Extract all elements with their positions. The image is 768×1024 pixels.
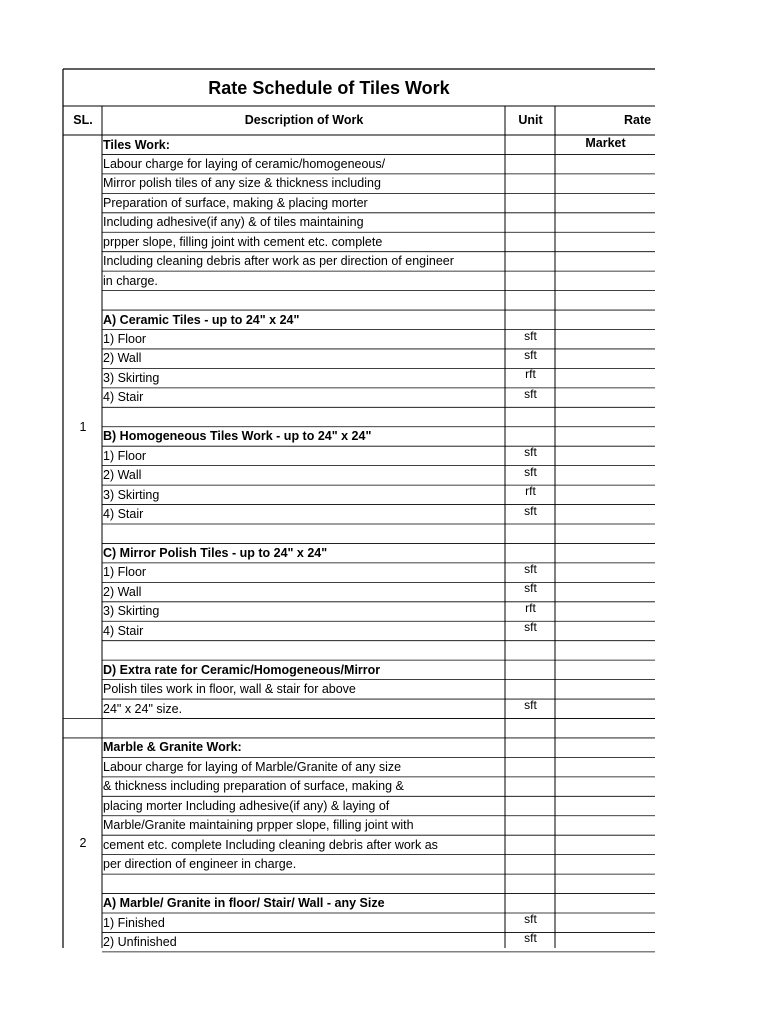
unit-cell — [506, 774, 555, 794]
header-sl: SL. — [73, 113, 93, 127]
description-cell: Labour charge for laying of ceramic/homogeneous/ — [103, 156, 386, 171]
unit-cell — [506, 404, 555, 424]
description-cell: Tiles Work: — [103, 137, 170, 152]
unit-cell — [506, 249, 555, 269]
unit-cell — [506, 852, 555, 872]
description-cell: & thickness including preparation of surface, making & — [103, 779, 404, 794]
unit-cell: sft — [524, 386, 537, 401]
description-cell: A) Ceramic Tiles - up to 24" x 24" — [103, 312, 300, 327]
unit-cell: sft — [524, 328, 537, 343]
unit-cell: sft — [524, 561, 537, 576]
unit-cell — [506, 832, 555, 852]
description-cell: 3) Skirting — [103, 487, 160, 502]
unit-cell — [506, 735, 555, 755]
description-cell: per direction of engineer in charge. — [103, 857, 297, 872]
unit-cell — [506, 813, 555, 833]
unit-cell — [506, 190, 555, 210]
unit-cell — [506, 268, 555, 288]
unit-cell: sft — [524, 581, 537, 596]
description-cell: prpper slope, filling joint with cement etc. complete — [103, 234, 383, 249]
unit-cell: sft — [524, 620, 537, 635]
description-cell: 1) Floor — [103, 332, 147, 346]
description-cell: 24" x 24" size. — [103, 701, 183, 716]
description-cell: Including adhesive(if any) & of tiles maintaining — [103, 215, 364, 230]
unit-cell — [506, 288, 555, 308]
description-cell: placing morter Including adhesive(if any) & laying of — [103, 798, 390, 813]
description-cell: Marble/Granite maintaining prpper slope, filling joint with — [103, 818, 414, 833]
unit-cell — [506, 638, 555, 658]
header-unit: Unit — [518, 113, 543, 127]
description-cell: 4) Stair — [103, 507, 144, 522]
unit-cell — [506, 151, 555, 171]
sl-number: 2 — [79, 835, 87, 850]
description-cell: C) Mirror Polish Tiles - up to 24" x 24" — [103, 545, 328, 560]
description-cell: 1) Finished — [103, 915, 165, 930]
unit-cell: sft — [524, 931, 537, 946]
description-cell: 4) Stair — [103, 390, 144, 405]
description-cell: 2) Wall — [103, 584, 142, 599]
header-rate: Rate — [624, 113, 652, 127]
unit-cell — [506, 307, 555, 327]
unit-cell — [506, 424, 555, 444]
description-cell: Polish tiles work in floor, wall & stair for above — [103, 682, 356, 697]
unit-cell — [506, 540, 555, 560]
description-cell: 4) Stair — [103, 623, 144, 638]
unit-cell — [506, 677, 555, 697]
description-cell: 2) Unfinished — [103, 934, 177, 949]
description-cell: Preparation of surface, making & placing morter — [103, 195, 368, 210]
unit-cell — [506, 657, 555, 677]
description-cell: D) Extra rate for Ceramic/Homogeneous/Mirror — [103, 662, 381, 677]
header-description: Description of Work — [244, 113, 364, 127]
unit-cell — [506, 132, 555, 152]
description-cell: A) Marble/ Granite in floor/ Stair/ Wall - any Size — [103, 896, 385, 911]
unit-cell: sft — [524, 912, 537, 926]
unit-cell — [506, 229, 555, 249]
description-cell: Including cleaning debris after work as per direction of engineer — [103, 254, 454, 269]
description-cell: 1) Floor — [103, 565, 147, 580]
description-cell: Mirror polish tiles of any size & thickness including — [103, 176, 381, 191]
unit-cell — [506, 871, 555, 891]
unit-cell — [506, 891, 555, 911]
unit-cell: sft — [524, 698, 537, 713]
unit-cell — [506, 793, 555, 813]
unit-cell: sft — [524, 347, 537, 362]
description-cell: 2) Wall — [103, 468, 142, 483]
description-cell: 1) Floor — [103, 448, 147, 463]
description-cell: 3) Skirting — [103, 370, 160, 385]
unit-cell: sft — [524, 464, 537, 479]
description-cell: B) Homogeneous Tiles Work - up to 24" x 24" — [103, 429, 372, 444]
unit-cell: sft — [524, 503, 537, 518]
subheader-market: Market — [585, 136, 626, 150]
description-cell: cement etc. complete Including cleaning debris after work as — [103, 837, 438, 852]
description-cell: in charge. — [103, 273, 158, 288]
unit-cell — [506, 171, 555, 191]
page-title: Rate Schedule of Tiles Work — [208, 78, 450, 98]
description-cell: 2) Wall — [103, 351, 142, 366]
unit-cell: sft — [524, 445, 537, 460]
unit-cell: rft — [525, 484, 536, 499]
unit-cell: rft — [525, 600, 536, 615]
unit-cell — [506, 754, 555, 774]
description-cell: Labour charge for laying of Marble/Granite of any size — [103, 759, 402, 774]
sl-number: 1 — [79, 419, 87, 434]
unit-cell: rft — [525, 367, 536, 382]
unit-cell — [506, 521, 555, 541]
description-cell: 3) Skirting — [103, 604, 160, 619]
description-cell: Marble & Granite Work: — [103, 740, 242, 755]
unit-cell — [506, 210, 555, 230]
